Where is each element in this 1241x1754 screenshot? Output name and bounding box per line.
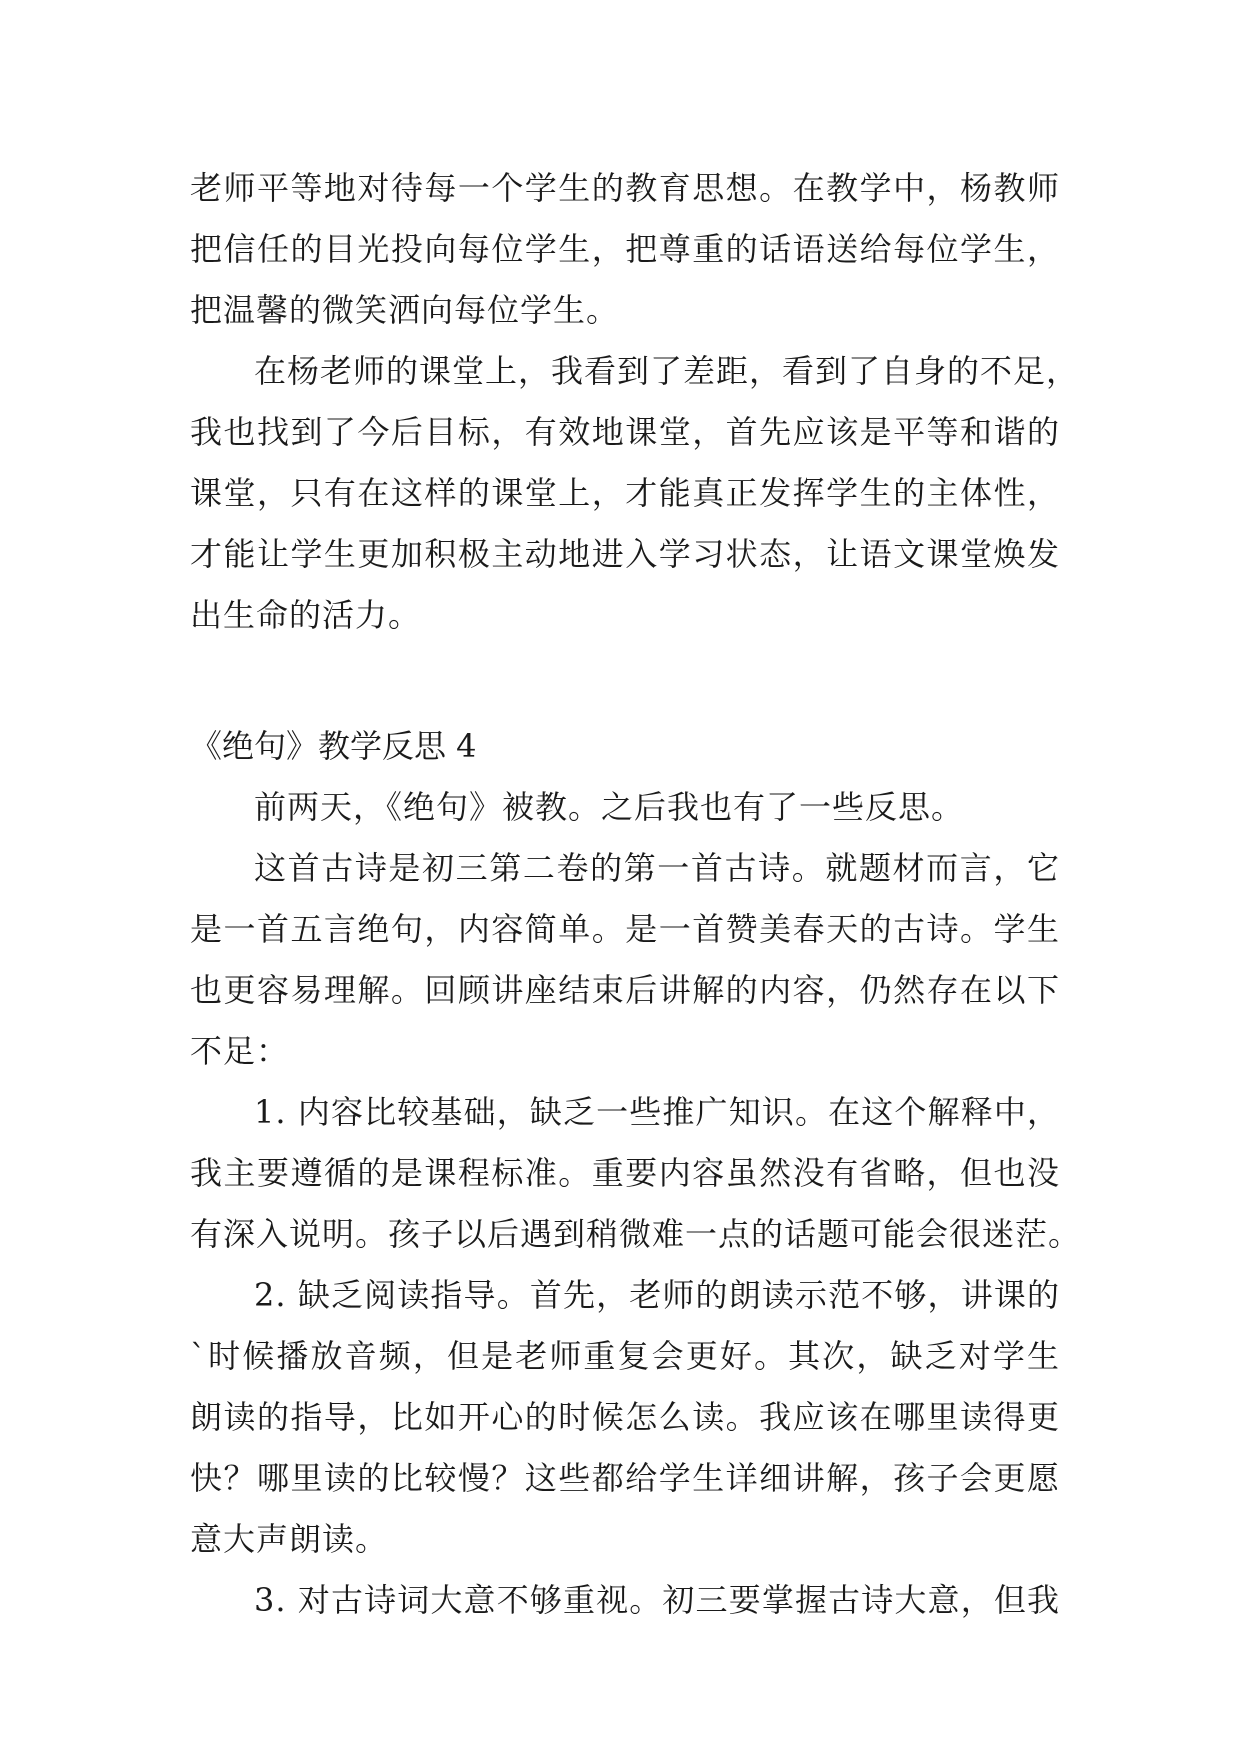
paragraph-1 [190, 158, 1060, 341]
paragraph-6 [190, 1265, 1060, 1570]
text-line: 2. 缺乏阅读指导。首先，老师的朗读示范不够，讲课的 [254, 1276, 1060, 1314]
text-line: 是一首五言绝句，内容简单。是一首赞美春天的古诗。学生 [190, 910, 1060, 948]
section-heading: 《绝句》教学反思 4 [190, 727, 477, 765]
text-line: 也更容易理解。回顾讲座结束后讲解的内容，仍然存在以下 [190, 971, 1060, 1009]
text-line: 我也找到了今后目标，有效地课堂，首先应该是平等和谐的 [190, 413, 1060, 451]
text-line: 把温馨的微笑洒向每位学生。 [190, 291, 620, 329]
text-line: 这首古诗是初三第二卷的第一首古诗。就题材而言，它 [254, 849, 1060, 887]
text-line: 才能让学生更加积极主动地进入学习状态，让语文课堂焕发 [190, 535, 1060, 573]
text-line: 我主要遵循的是课程标准。重要内容虽然没有省略，但也没 [190, 1154, 1060, 1192]
text-line: `时候播放音频，但是老师重复会更好。其次，缺乏对学生 [190, 1337, 1060, 1375]
text-line: 在杨老师的课堂上，我看到了差距，看到了自身的不足， [254, 352, 1080, 390]
text-line: 1. 内容比较基础，缺乏一些推广知识。在这个解释中， [254, 1093, 1060, 1131]
text-line: 前两天，《绝句》被教。之后我也有了一些反思。 [254, 788, 965, 826]
text-line: 把信任的目光投向每位学生，把尊重的话语送给每位学生， [190, 230, 1060, 268]
text-line: 3. 对古诗词大意不够重视。初三要掌握古诗大意，但我 [254, 1581, 1060, 1619]
text-line: 快？哪里读的比较慢？这些都给学生详细讲解，孩子会更愿 [190, 1459, 1060, 1497]
paragraph-2 [190, 341, 1080, 646]
text-line: 朗读的指导，比如开心的时候怎么读。我应该在哪里读得更 [190, 1398, 1060, 1436]
text-line: 有深入说明。孩子以后遇到稍微难一点的话题可能会很迷茫。 [190, 1215, 1082, 1253]
text-line: 不足： [190, 1032, 290, 1070]
text-line: 老师平等地对待每一个学生的教育思想。在教学中，杨教师 [190, 169, 1060, 207]
text-line: 意大声朗读。 [190, 1520, 389, 1558]
text-line: 课堂，只有在这样的课堂上，才能真正发挥学生的主体性， [190, 474, 1060, 512]
section-gap [190, 646, 1060, 716]
text-line: 出生命的活力。 [190, 596, 422, 634]
paragraph-3 [190, 777, 1060, 838]
paragraph-5 [190, 1082, 1082, 1265]
paragraph-7 [190, 1570, 1060, 1631]
paragraph-4 [190, 838, 1060, 1082]
document-page [190, 158, 1082, 1631]
